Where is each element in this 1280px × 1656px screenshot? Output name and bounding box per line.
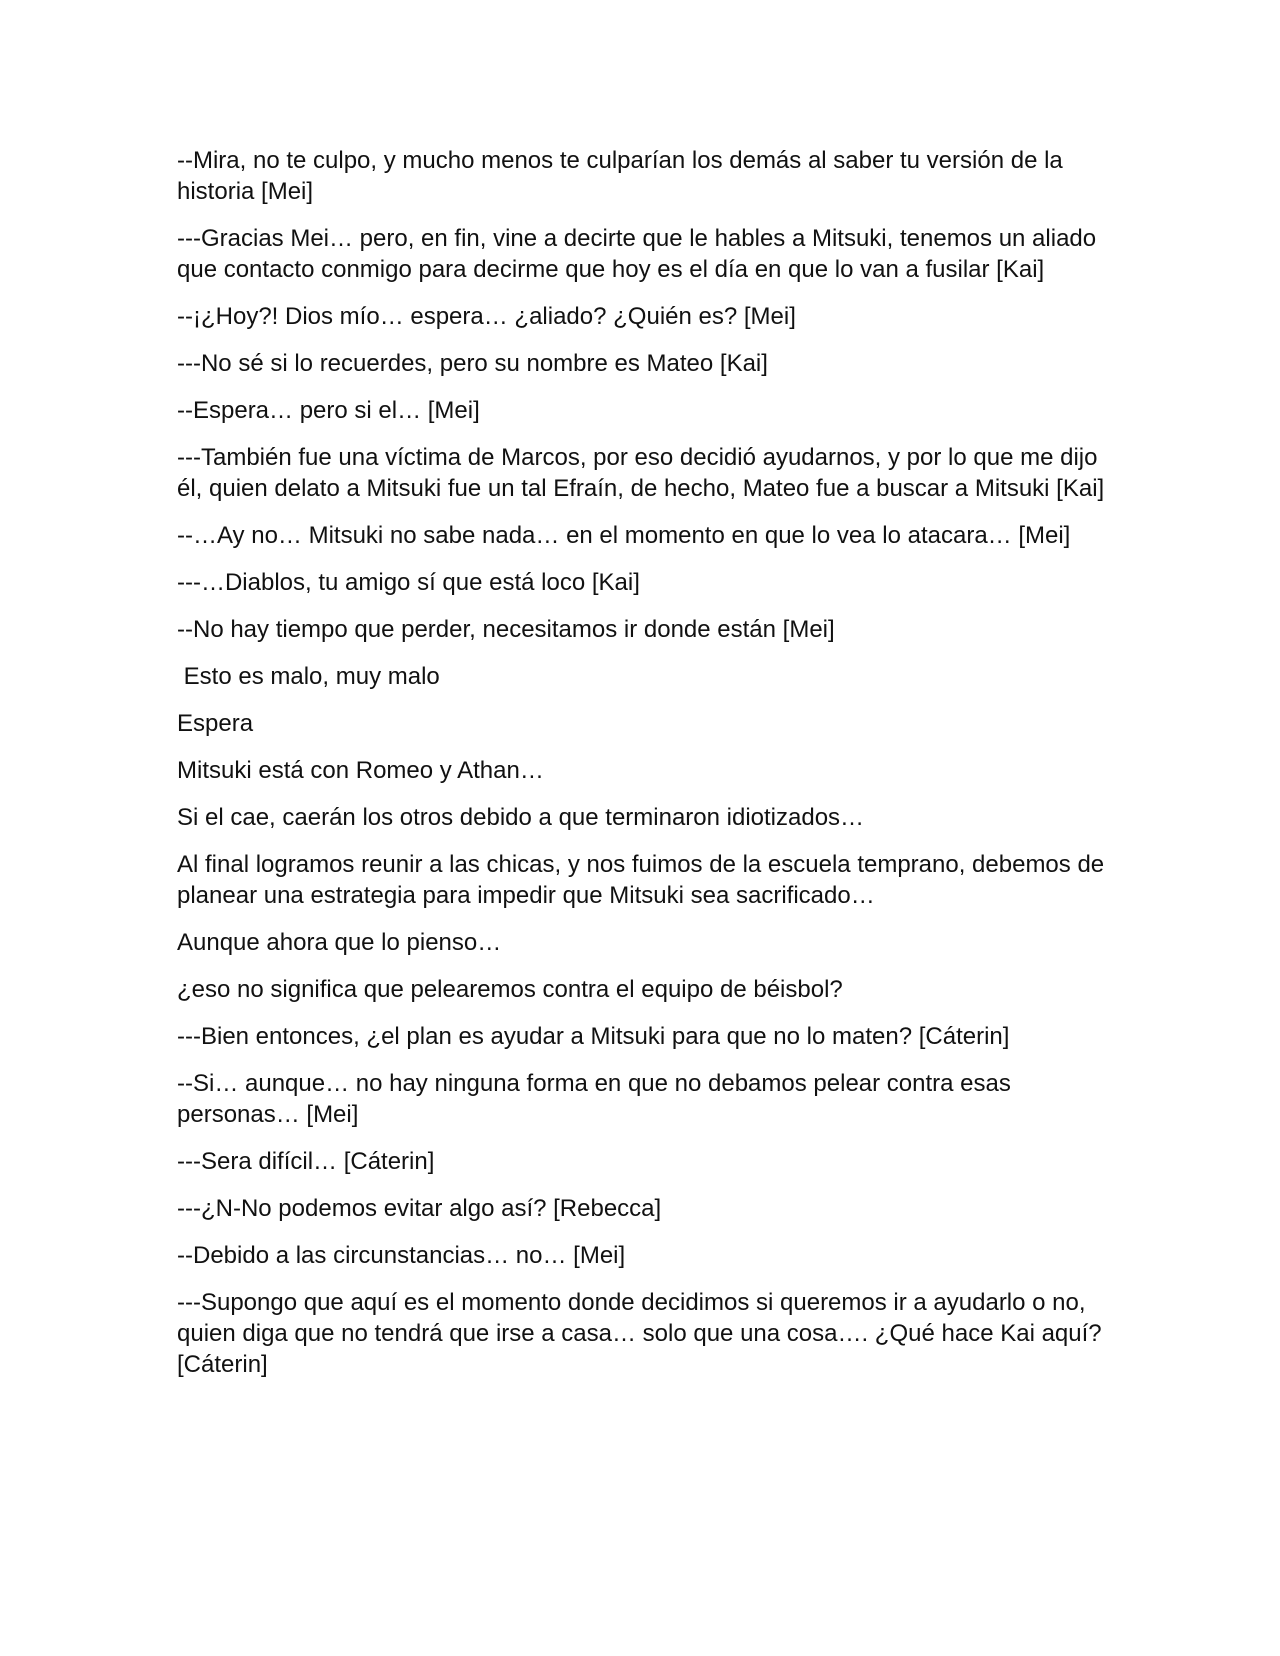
- paragraph: --…Ay no… Mitsuki no sabe nada… en el momento en que lo vea lo atacara… [Mei]: [177, 522, 1071, 549]
- paragraph: ---…Diablos, tu amigo sí que está loco [Kai]: [177, 569, 640, 596]
- paragraph: Aunque ahora que lo pienso…: [177, 929, 502, 956]
- document-body: [177, 145, 1117, 1396]
- paragraph: --Debido a las circunstancias… no… [Mei]: [177, 1242, 626, 1269]
- paragraph: ---No sé si lo recuerdes, pero su nombre es Mateo [Kai]: [177, 350, 768, 377]
- paragraph: ---Gracias Mei… pero, en fin, vine a decirte que le hables a Mitsuki, tenemos un aliado que contacto conmigo para decirme que hoy es el día en que lo van a fusilar [Kai]: [177, 225, 1103, 283]
- paragraph: Al final logramos reunir a las chicas, y nos fuimos de la escuela temprano, debemos de planear una estrategia para impedir que Mitsuki sea sacrificado…: [177, 851, 1111, 909]
- paragraph: Mitsuki está con Romeo y Athan…: [177, 757, 544, 784]
- paragraph: ---¿N-No podemos evitar algo así? [Rebecca]: [177, 1195, 662, 1222]
- paragraph: ---También fue una víctima de Marcos, por eso decidió ayudarnos, y por lo que me dijo él, quien delato a Mitsuki fue un tal Efraín, de hecho, Mateo fue a buscar a Mitsuki [Kai]: [177, 444, 1105, 502]
- paragraph: --Espera… pero si el… [Mei]: [177, 397, 480, 424]
- paragraph: --¡¿Hoy?! Dios mío… espera… ¿aliado? ¿Quién es? [Mei]: [177, 303, 796, 330]
- paragraph: ---Sera difícil… [Cáterin]: [177, 1148, 435, 1175]
- paragraph: ---Supongo que aquí es el momento donde decidimos si queremos ir a ayudarlo o no, quien diga que no tendrá que irse a casa… solo que una cosa…. ¿Qué hace Kai aquí? [Cáterin]: [177, 1289, 1109, 1378]
- paragraph: Espera: [177, 710, 254, 737]
- paragraph: Si el cae, caerán los otros debido a que terminaron idiotizados…: [177, 804, 865, 831]
- paragraph: ---Bien entonces, ¿el plan es ayudar a Mitsuki para que no lo maten? [Cáterin]: [177, 1023, 1010, 1050]
- paragraph: ¿eso no significa que pelearemos contra el equipo de béisbol?: [177, 976, 843, 1003]
- paragraph: Esto es malo, muy malo: [177, 663, 440, 690]
- paragraph: --Si… aunque… no hay ninguna forma en que no debamos pelear contra esas personas… [Mei]: [177, 1070, 1018, 1128]
- paragraph: --Mira, no te culpo, y mucho menos te culparían los demás al saber tu versión de la historia [Mei]: [177, 147, 1070, 205]
- paragraph: --No hay tiempo que perder, necesitamos ir donde están [Mei]: [177, 616, 835, 643]
